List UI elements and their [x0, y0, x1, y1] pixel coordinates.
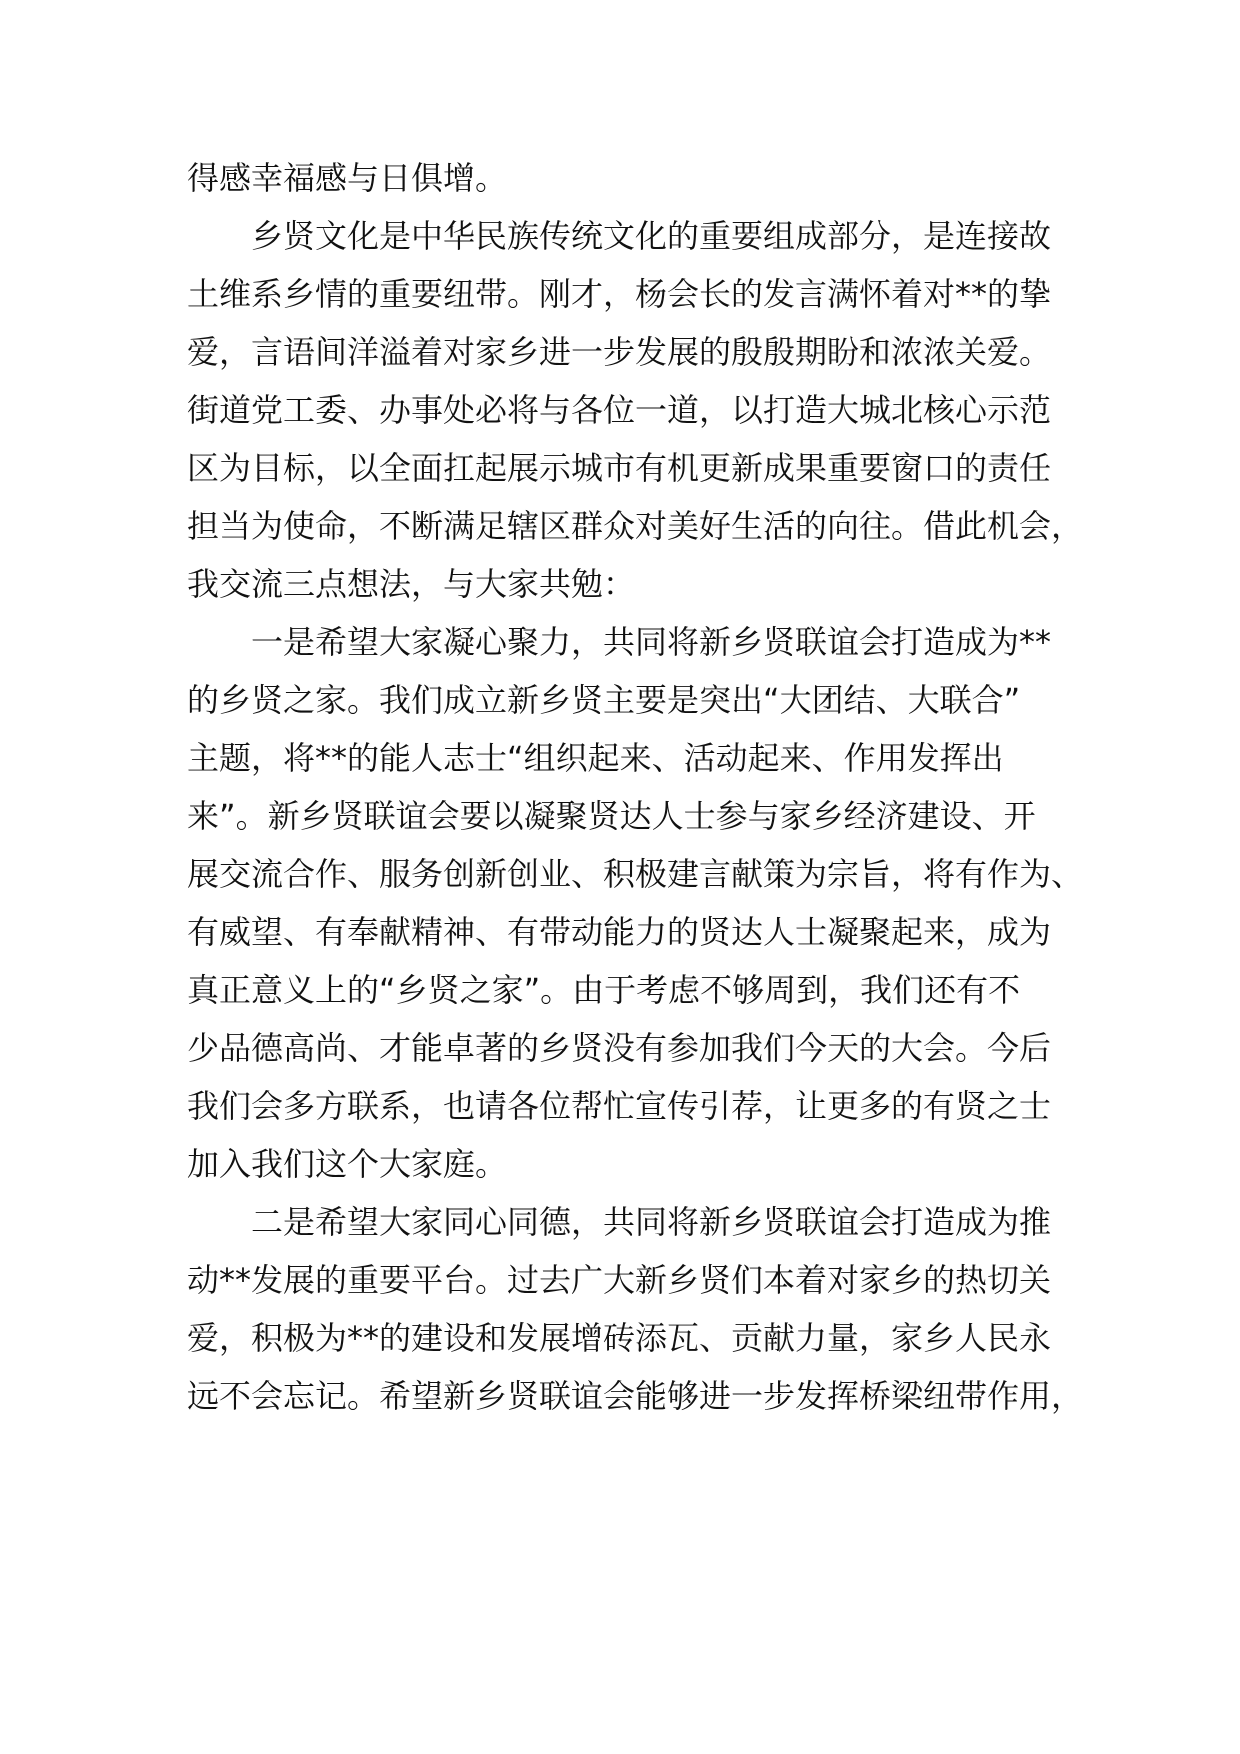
- paragraph-first-line: 乡贤文化是中华民族传统文化的重要组成部分，是连接故: [251, 217, 1052, 255]
- paragraph-first-line: 二是希望大家同心同德，共同将新乡贤联谊会打造成为推: [251, 1203, 1052, 1241]
- text-line: 爱，言语间洋溢着对家乡进一步发展的殷殷期盼和浓浓关爱。: [187, 333, 1052, 371]
- text-line: 我交流三点想法，与大家共勉：: [187, 565, 636, 603]
- text-line: 区为目标，以全面扛起展示城市有机更新成果重要窗口的责任: [187, 449, 1052, 487]
- text-line: 街道党工委、办事处必将与各位一道，以打造大城北核心示范: [187, 391, 1052, 429]
- text-line: 担当为使命，不断满足辖区群众对美好生活的向往。借此机会，: [187, 507, 1084, 545]
- text-line: 动**发展的重要平台。过去广大新乡贤们本着对家乡的热切关: [187, 1261, 1052, 1299]
- text-line: 真正意义上的“乡贤之家”。由于考虑不够周到，我们还有不: [187, 971, 1021, 1009]
- text-line: 加入我们这个大家庭。: [187, 1145, 508, 1183]
- text-line: 得感幸福感与日俱增。: [187, 159, 508, 197]
- text-line: 少品德高尚、才能卓著的乡贤没有参加我们今天的大会。今后: [187, 1029, 1052, 1067]
- paragraph-first-line: 一是希望大家凝心聚力，共同将新乡贤联谊会打造成为**: [251, 623, 1052, 661]
- text-line: 土维系乡情的重要纽带。刚才，杨会长的发言满怀着对**的挚: [187, 275, 1052, 313]
- text-line: 主题，将**的能人志士“组织起来、活动起来、作用发挥出: [187, 739, 1004, 777]
- text-line: 爱，积极为**的建设和发展增砖添瓦、贡献力量，家乡人民永: [187, 1319, 1052, 1357]
- text-line: 的乡贤之家。我们成立新乡贤主要是突出“大团结、大联合”: [187, 681, 1021, 719]
- text-line: 我们会多方联系，也请各位帮忙宣传引荐，让更多的有贤之士: [187, 1087, 1052, 1125]
- text-line: 来”。新乡贤联谊会要以凝聚贤达人士参与家乡经济建设、开: [187, 797, 1036, 835]
- text-line: 远不会忘记。希望新乡贤联谊会能够进一步发挥桥梁纽带作用，: [187, 1377, 1084, 1415]
- text-line: 有威望、有奉献精神、有带动能力的贤达人士凝聚起来，成为: [187, 913, 1052, 951]
- text-line: 展交流合作、服务创新创业、积极建言献策为宗旨，将有作为、: [187, 855, 1084, 893]
